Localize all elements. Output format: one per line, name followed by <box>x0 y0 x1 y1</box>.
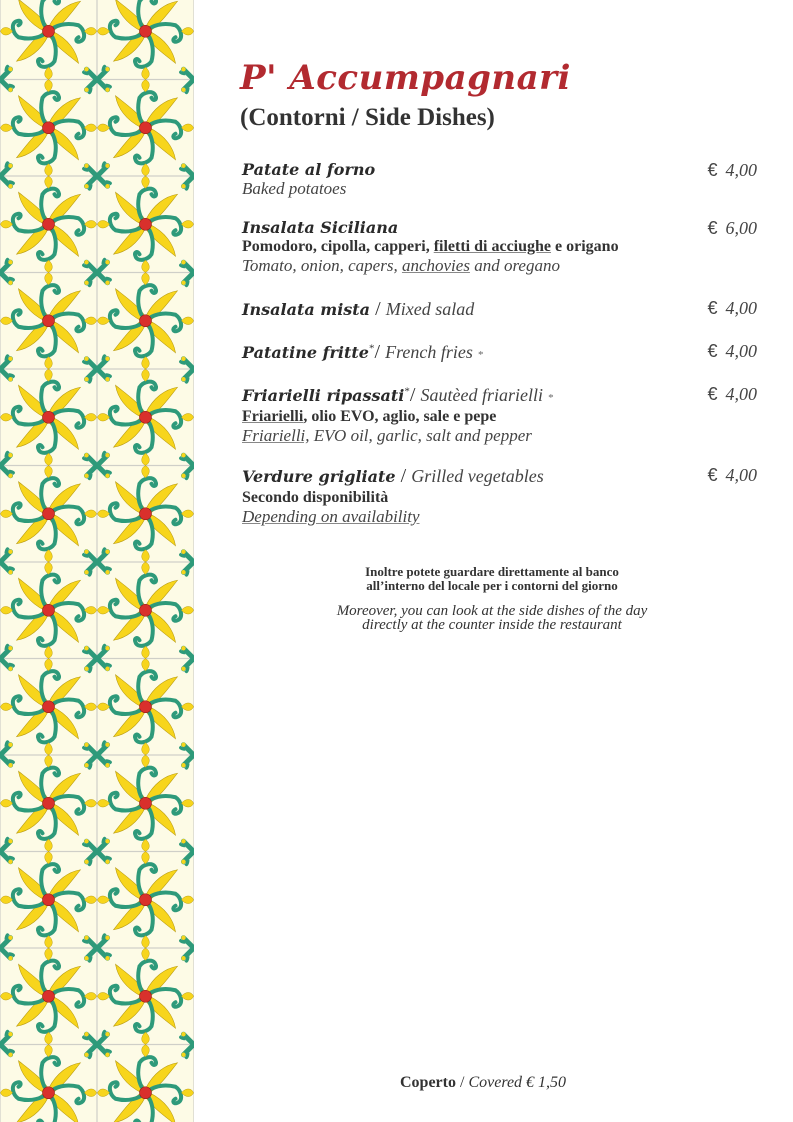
item-name-en: French fries <box>385 342 473 362</box>
item-price: € 4,00 <box>707 341 757 361</box>
item-name: Friarielli ripassati <box>242 386 405 405</box>
item-description-it: Pomodoro, cipolla, capperi, filetti di acciughe e origano <box>242 238 619 255</box>
item-description-en: Baked potatoes <box>242 179 347 198</box>
note-italian: Inoltre potete guardare direttamente al banco all’interno del locale per i contorni del giorno <box>365 564 619 593</box>
item-name: Patate al forno <box>242 160 376 179</box>
menu-item: Insalata mista / Mixed salad € 4,00 <box>242 298 757 320</box>
item-description-en: Friarielli, EVO oil, garlic, salt and pepper <box>242 426 532 445</box>
item-name: Verdure grigliate <box>242 467 396 486</box>
cover-charge: Coperto / Covered € 1,50 <box>400 1074 567 1091</box>
menu-item <box>242 160 757 199</box>
item-name: Insalata mista <box>242 300 371 319</box>
item-description-it: Friarielli, olio EVO, aglio, sale e pepe <box>242 408 497 425</box>
item-price: € 4,00 <box>707 298 757 318</box>
item-price: € 6,00 <box>707 218 757 238</box>
item-name-en: Grilled vegetables <box>411 466 544 486</box>
item-description-en: Depending on availability <box>242 507 420 526</box>
note-english: Moreover, you can look at the side dishes of the day directly at the counter inside the restaurant <box>336 603 648 633</box>
item-name-en: Mixed salad <box>385 299 475 319</box>
menu-item <box>242 218 757 275</box>
menu-item: Verdure grigliate / Grilled vegetables Secondo disponibilità Depending on availability € 4,00 <box>242 465 757 526</box>
menu-item: Friarielli ripassati*/ Sautèed friarielli * Friarielli, olio EVO, aglio, sale e pepe Friarielli, EVO oil, garlic, salt and pepper € 4,00 <box>242 384 757 445</box>
item-name: Patatine fritte <box>242 343 369 362</box>
item-name-en: Sautèed friarielli <box>420 385 543 405</box>
item-description-en: Tomato, onion, capers, anchovies and oregano <box>242 256 560 275</box>
item-name: Insalata Siciliana <box>242 218 399 237</box>
page-subtitle: (Contorni / Side Dishes) <box>240 104 495 131</box>
item-price: € 4,00 <box>707 160 757 180</box>
item-description-it: Secondo disponibilità <box>242 489 389 506</box>
item-price: € 4,00 <box>707 465 757 485</box>
decorative-tile-border <box>0 0 194 1122</box>
menu-item: Patatine fritte*/ French fries * € 4,00 <box>242 341 757 363</box>
item-price: € 4,00 <box>707 384 757 404</box>
page-title: P' Accumpagnari <box>240 58 571 98</box>
